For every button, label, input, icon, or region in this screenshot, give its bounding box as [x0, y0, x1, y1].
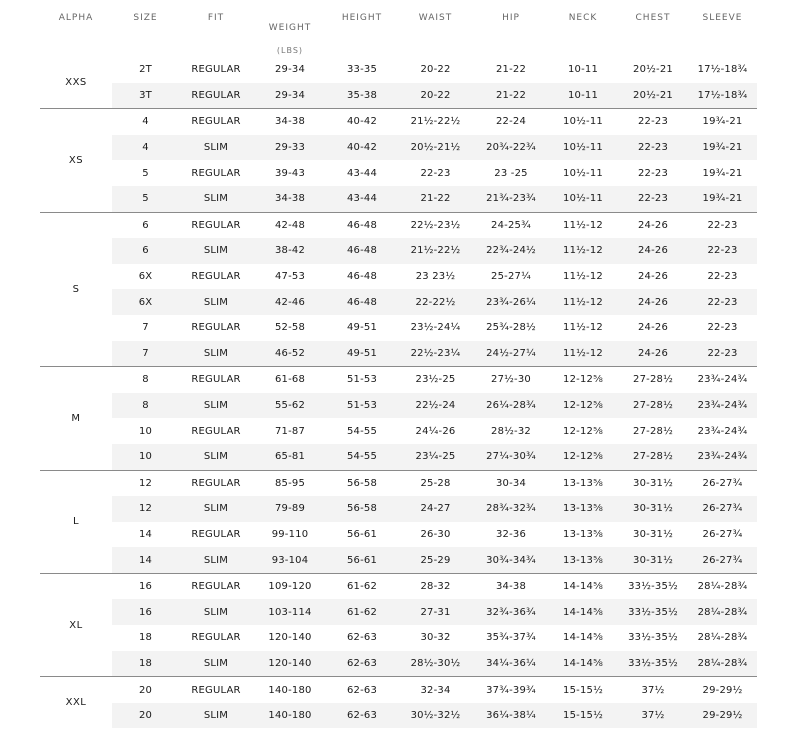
cell-chest: 37½ [618, 677, 688, 703]
cell-weight: 120-140 [253, 651, 327, 677]
cell-size: 8 [112, 393, 179, 419]
cell-fit: SLIM [179, 289, 253, 315]
cell-size: 14 [138, 528, 153, 540]
cell-chest: 22-23 [618, 186, 688, 212]
cell-waist: 21-22 [397, 186, 474, 212]
cell-weight: 61-68 [253, 367, 327, 393]
cell-weight: 103-114 [253, 599, 327, 625]
table-row [40, 470, 757, 496]
table-row [40, 444, 757, 470]
cell-neck: 14-14⅝ [548, 573, 618, 599]
header-chest: CHEST [635, 13, 671, 23]
cell-waist: 21½-22½ [397, 109, 474, 135]
table-body [40, 57, 757, 728]
cell-waist: 20½-21½ [397, 135, 474, 161]
cell-sleeve: 17½-18¾ [688, 83, 757, 109]
cell-weight: 65-81 [253, 444, 327, 470]
cell-sleeve: 26-27¾ [688, 547, 757, 573]
cell-weight: 140-180 [253, 677, 327, 703]
cell-neck: 12-12⅝ [548, 393, 618, 419]
table-row [40, 418, 757, 444]
cell-hip: 32-36 [495, 528, 527, 540]
cell-neck: 10-11 [548, 83, 618, 109]
cell-neck: 10½-11 [563, 167, 603, 179]
cell-fit: SLIM [179, 135, 253, 161]
cell-height: 40-42 [327, 135, 397, 161]
alpha-size-label: XXS [40, 57, 112, 109]
table-row [40, 573, 757, 599]
cell-chest: 24-26 [637, 271, 669, 283]
cell-fit: SLIM [179, 186, 253, 212]
cell-size: 12 [112, 470, 179, 496]
table-row [40, 367, 757, 393]
cell-chest: 27-28½ [618, 393, 688, 419]
table-row [40, 315, 757, 341]
cell-height: 33-35 [346, 64, 378, 76]
cell-height: 46-48 [327, 289, 397, 315]
cell-neck: 14-14⅝ [548, 651, 618, 677]
cell-chest: 30-31½ [633, 528, 673, 540]
cell-hip: 27¼-30¾ [474, 444, 548, 470]
cell-chest: 37½ [618, 703, 688, 729]
cell-sleeve: 19¾-21 [702, 167, 743, 179]
cell-weight: 38-42 [253, 238, 327, 264]
cell-chest: 24-26 [618, 341, 688, 367]
cell-fit: SLIM [179, 393, 253, 419]
cell-weight: 39-43 [274, 167, 306, 179]
cell-chest: 30-31½ [618, 496, 688, 522]
header-waist: WAIST [418, 13, 453, 23]
cell-sleeve: 23¾-24¾ [688, 393, 757, 419]
cell-neck: 11½-12 [563, 271, 603, 283]
cell-neck: 13-13⅝ [548, 496, 618, 522]
header-alpha: ALPHA [58, 13, 94, 23]
cell-sleeve: 29-29½ [688, 677, 757, 703]
cell-sleeve: 19¾-21 [688, 186, 757, 212]
cell-neck: 12-12⅝ [548, 367, 618, 393]
cell-waist: 23½-24¼ [410, 322, 461, 334]
cell-waist: 23 23½ [415, 271, 456, 283]
cell-size: 16 [112, 573, 179, 599]
cell-hip: 24-25¾ [474, 212, 548, 238]
cell-chest: 22-23 [618, 135, 688, 161]
cell-chest: 24-26 [637, 322, 669, 334]
cell-hip: 27½-30 [474, 367, 548, 393]
cell-height: 56-58 [327, 496, 397, 522]
cell-weight: 52-58 [274, 322, 306, 334]
table-row [40, 160, 757, 186]
cell-height: 62-63 [327, 651, 397, 677]
header-hip: HIP [502, 13, 520, 23]
cell-fit: REGULAR [179, 470, 253, 496]
cell-weight: 71-87 [274, 425, 306, 437]
cell-neck: 10½-11 [548, 109, 618, 135]
cell-fit: REGULAR [179, 109, 253, 135]
table-row [40, 109, 757, 135]
cell-sleeve: 28¼-28¾ [697, 632, 748, 644]
table-row [40, 599, 757, 625]
cell-size: 6 [112, 212, 179, 238]
cell-waist: 22-22½ [397, 289, 474, 315]
cell-fit: REGULAR [191, 322, 241, 334]
cell-waist: 28½-30½ [397, 651, 474, 677]
cell-hip: 23¾-26¼ [474, 289, 548, 315]
cell-weight: 85-95 [253, 470, 327, 496]
cell-weight: 109-120 [253, 573, 327, 599]
header-sleeve: SLEEVE [702, 13, 743, 23]
cell-waist: 23½-25 [397, 367, 474, 393]
cell-sleeve: 26-27¾ [702, 528, 743, 540]
cell-neck: 11½-12 [563, 322, 603, 334]
cell-size: 7 [112, 341, 179, 367]
cell-sleeve: 26-27¾ [688, 470, 757, 496]
cell-sleeve: 22-23 [688, 238, 757, 264]
cell-size: 16 [112, 599, 179, 625]
cell-size: 8 [112, 367, 179, 393]
cell-weight: 29-34 [274, 64, 306, 76]
cell-hip: 28¾-32¾ [474, 496, 548, 522]
cell-size: 12 [112, 496, 179, 522]
table-row [40, 496, 757, 522]
cell-fit: REGULAR [179, 83, 253, 109]
cell-height: 61-62 [327, 599, 397, 625]
cell-height: 46-48 [327, 212, 397, 238]
cell-weight: 47-53 [274, 271, 306, 283]
cell-hip: 21-22 [474, 83, 548, 109]
table-row [40, 57, 757, 83]
cell-chest: 24-26 [618, 289, 688, 315]
cell-size: 5 [142, 167, 149, 179]
cell-size: 6 [112, 238, 179, 264]
table-row [40, 341, 757, 367]
cell-neck: 10½-11 [548, 186, 618, 212]
cell-height: 49-51 [346, 322, 378, 334]
alpha-size-label: M [40, 367, 112, 470]
cell-waist: 21½-22½ [397, 238, 474, 264]
cell-height: 62-63 [327, 703, 397, 729]
cell-chest: 27-28½ [633, 425, 673, 437]
cell-neck: 15-15½ [548, 703, 618, 729]
cell-hip: 26¼-28¾ [474, 393, 548, 419]
cell-fit: REGULAR [191, 632, 241, 644]
cell-waist: 25-28 [397, 470, 474, 496]
cell-weight: 120-140 [268, 632, 312, 644]
cell-weight: 99-110 [271, 528, 309, 540]
cell-fit: SLIM [179, 651, 253, 677]
cell-waist: 22½-23½ [397, 212, 474, 238]
cell-chest: 22-23 [618, 109, 688, 135]
header-height: HEIGHT [341, 13, 383, 23]
table-row [40, 186, 757, 212]
table-row [40, 264, 757, 290]
cell-fit: REGULAR [191, 425, 241, 437]
cell-size: 4 [112, 109, 179, 135]
cell-hip: 24½-27¼ [474, 341, 548, 367]
cell-sleeve: 22-23 [688, 212, 757, 238]
cell-neck: 11½-12 [548, 289, 618, 315]
cell-height: 43-44 [346, 167, 378, 179]
cell-hip: 28½-32 [491, 425, 531, 437]
cell-neck: 12-12⅝ [548, 444, 618, 470]
cell-weight: 42-48 [253, 212, 327, 238]
cell-height: 46-48 [346, 271, 378, 283]
cell-weight: 34-38 [253, 186, 327, 212]
cell-neck: 13-13⅝ [548, 470, 618, 496]
cell-size: 20 [112, 677, 179, 703]
cell-fit: REGULAR [191, 528, 241, 540]
cell-hip: 22-24 [474, 109, 548, 135]
table-row [40, 238, 757, 264]
cell-height: 51-53 [327, 367, 397, 393]
cell-fit: REGULAR [191, 167, 241, 179]
cell-neck: 10-11 [567, 64, 599, 76]
header-weight-unit: (LBS) [276, 46, 304, 55]
cell-height: 40-42 [327, 109, 397, 135]
table-row [40, 651, 757, 677]
cell-fit: SLIM [179, 496, 253, 522]
cell-size: 3T [112, 83, 179, 109]
cell-waist: 32-34 [397, 677, 474, 703]
cell-height: 49-51 [327, 341, 397, 367]
cell-height: 54-55 [346, 425, 378, 437]
cell-hip: 32¾-36¾ [474, 599, 548, 625]
cell-size: 6X [112, 289, 179, 315]
cell-height: 56-61 [346, 528, 378, 540]
cell-fit: SLIM [179, 444, 253, 470]
cell-weight: 46-52 [253, 341, 327, 367]
cell-fit: REGULAR [179, 367, 253, 393]
cell-hip: 23 -25 [494, 167, 528, 179]
cell-sleeve: 26-27¾ [688, 496, 757, 522]
cell-hip: 25-27¼ [491, 271, 531, 283]
table-row [40, 289, 757, 315]
cell-neck: 15-15½ [548, 677, 618, 703]
cell-sleeve: 22-23 [688, 341, 757, 367]
cell-waist: 28-32 [397, 573, 474, 599]
cell-waist: 22-23 [420, 167, 451, 179]
table-row [40, 522, 757, 548]
cell-waist: 20-22 [420, 64, 451, 76]
cell-waist: 20-22 [397, 83, 474, 109]
cell-height: 54-55 [327, 444, 397, 470]
cell-waist: 25-29 [397, 547, 474, 573]
cell-chest: 27-28½ [618, 444, 688, 470]
cell-chest: 24-26 [618, 238, 688, 264]
cell-hip: 21¾-23¾ [474, 186, 548, 212]
cell-sleeve: 22-23 [707, 322, 738, 334]
header-weight-label: WEIGHT [268, 23, 312, 33]
cell-weight: 55-62 [253, 393, 327, 419]
cell-hip: 34-38 [474, 573, 548, 599]
table-row [40, 677, 757, 703]
cell-waist: 27-31 [397, 599, 474, 625]
header-weight [253, 0, 327, 57]
cell-weight: 29-33 [253, 135, 327, 161]
cell-height: 56-58 [327, 470, 397, 496]
cell-hip: 37¾-39¾ [474, 677, 548, 703]
cell-height: 51-53 [327, 393, 397, 419]
cell-neck: 11½-12 [548, 341, 618, 367]
cell-chest: 20½-21 [618, 83, 688, 109]
cell-waist: 26-30 [420, 528, 451, 540]
table-row [40, 703, 757, 729]
cell-chest: 30-31½ [618, 547, 688, 573]
cell-waist: 24-27 [397, 496, 474, 522]
cell-size: 5 [112, 186, 179, 212]
table-header [40, 0, 757, 57]
cell-fit: REGULAR [179, 677, 253, 703]
cell-weight: 93-104 [253, 547, 327, 573]
cell-sleeve: 19¾-21 [688, 109, 757, 135]
cell-height: 35-38 [327, 83, 397, 109]
alpha-size-label: XXL [40, 677, 112, 729]
cell-neck: 10½-11 [548, 135, 618, 161]
cell-fit: REGULAR [191, 64, 241, 76]
table-row [40, 83, 757, 109]
cell-size: 6X [138, 271, 153, 283]
cell-sleeve: 23¾-24¾ [688, 367, 757, 393]
cell-hip: 22¾-24½ [474, 238, 548, 264]
table-row [40, 135, 757, 161]
cell-chest: 20½-21 [633, 64, 673, 76]
cell-waist: 22½-23¼ [397, 341, 474, 367]
cell-sleeve: 28¼-28¾ [688, 573, 757, 599]
cell-neck: 14-14⅝ [563, 632, 603, 644]
cell-chest: 33½-35½ [618, 573, 688, 599]
cell-weight: 29-34 [253, 83, 327, 109]
cell-sleeve: 23¾-24¾ [688, 444, 757, 470]
cell-fit: REGULAR [179, 212, 253, 238]
table-row [40, 547, 757, 573]
cell-neck: 13-13⅝ [548, 547, 618, 573]
header-fit: FIT [207, 13, 225, 23]
cell-height: 62-63 [327, 677, 397, 703]
cell-size: 14 [112, 547, 179, 573]
cell-sleeve: 17½-18¾ [697, 64, 748, 76]
cell-height: 46-48 [327, 238, 397, 264]
cell-fit: REGULAR [179, 573, 253, 599]
cell-waist: 24¼-26 [415, 425, 456, 437]
cell-size: 20 [112, 703, 179, 729]
cell-neck: 12-12⅝ [563, 425, 603, 437]
cell-hip: 30¾-34¾ [474, 547, 548, 573]
alpha-size-label: S [40, 212, 112, 367]
cell-size: 18 [138, 632, 153, 644]
cell-neck: 13-13⅝ [563, 528, 603, 540]
table-row [40, 393, 757, 419]
cell-sleeve: 29-29½ [688, 703, 757, 729]
cell-waist: 30-32 [420, 632, 451, 644]
cell-size: 4 [112, 135, 179, 161]
cell-hip: 30-34 [474, 470, 548, 496]
table-row [40, 212, 757, 238]
cell-hip: 34¼-36¼ [474, 651, 548, 677]
cell-chest: 33½-35½ [628, 632, 678, 644]
alpha-size-label: XL [40, 573, 112, 676]
cell-size: 2T [139, 64, 152, 76]
cell-sleeve: 23¾-24¾ [697, 425, 748, 437]
cell-size: 7 [142, 322, 149, 334]
cell-weight: 140-180 [253, 703, 327, 729]
cell-height: 56-61 [327, 547, 397, 573]
cell-neck: 14-14⅝ [548, 599, 618, 625]
cell-fit: SLIM [179, 703, 253, 729]
header-size: SIZE [133, 13, 158, 23]
cell-sleeve: 22-23 [688, 289, 757, 315]
cell-hip: 25¾-28½ [486, 322, 536, 334]
cell-size: 10 [138, 425, 153, 437]
cell-weight: 79-89 [253, 496, 327, 522]
table-row [40, 625, 757, 651]
cell-hip: 35¾-37¾ [486, 632, 536, 644]
cell-sleeve: 19¾-21 [688, 135, 757, 161]
cell-sleeve: 28¼-28¾ [688, 599, 757, 625]
cell-waist: 23¼-25 [397, 444, 474, 470]
cell-size: 10 [112, 444, 179, 470]
cell-neck: 11½-12 [548, 238, 618, 264]
cell-height: 61-62 [327, 573, 397, 599]
cell-fit: SLIM [179, 341, 253, 367]
cell-fit: SLIM [179, 547, 253, 573]
cell-chest: 22-23 [637, 167, 669, 179]
cell-chest: 33½-35½ [618, 599, 688, 625]
cell-fit: SLIM [179, 238, 253, 264]
alpha-size-label: XS [40, 109, 112, 212]
cell-sleeve: 28¼-28¾ [688, 651, 757, 677]
cell-hip: 36¼-38¼ [474, 703, 548, 729]
cell-neck: 11½-12 [548, 212, 618, 238]
alpha-size-label: L [40, 470, 112, 573]
cell-waist: 30½-32½ [397, 703, 474, 729]
cell-fit: SLIM [179, 599, 253, 625]
cell-hip: 21-22 [495, 64, 527, 76]
header-neck: NECK [568, 13, 598, 23]
cell-chest: 27-28½ [618, 367, 688, 393]
cell-waist: 22½-24 [397, 393, 474, 419]
cell-chest: 24-26 [618, 212, 688, 238]
cell-height: 43-44 [327, 186, 397, 212]
cell-fit: REGULAR [191, 271, 241, 283]
cell-size: 18 [112, 651, 179, 677]
cell-weight: 34-38 [253, 109, 327, 135]
cell-height: 62-63 [346, 632, 378, 644]
cell-chest: 30-31½ [618, 470, 688, 496]
size-chart-table [40, 0, 757, 728]
cell-weight: 42-46 [253, 289, 327, 315]
cell-hip: 20¾-22¾ [474, 135, 548, 161]
cell-chest: 33½-35½ [618, 651, 688, 677]
cell-sleeve: 22-23 [707, 271, 738, 283]
